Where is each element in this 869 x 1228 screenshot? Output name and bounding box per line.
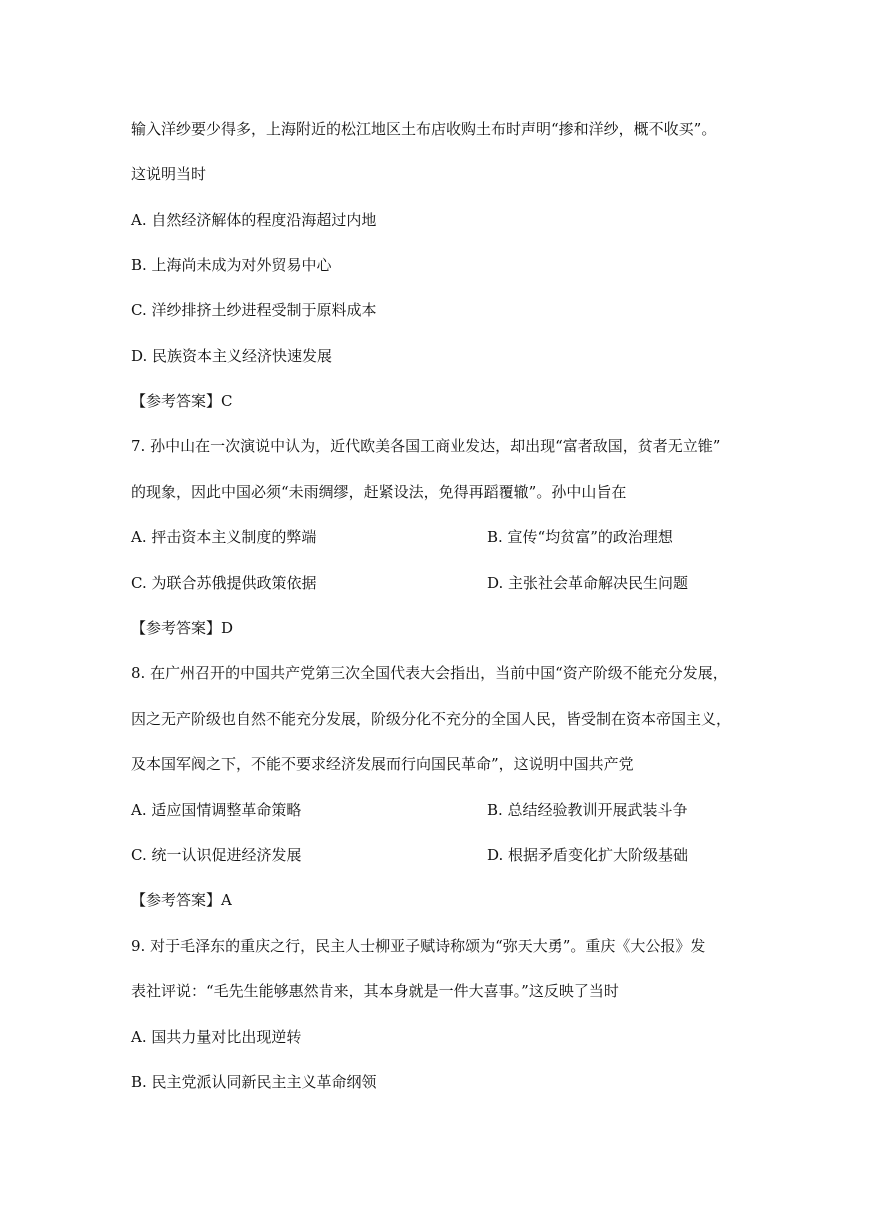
question-9-option-a: A. 国共力量对比出现逆转 bbox=[131, 1028, 302, 1046]
question-9-option-b: B. 民主党派认同新民主主义革命纲领 bbox=[131, 1073, 377, 1091]
question-7-line-1: 7. 孙中山在一次演说中认为，近代欧美各国工商业发达，却出现“富者敌国，贫者无立锥” bbox=[131, 437, 721, 455]
question-7-line-2: 的现象，因此中国必须“未雨绸缪，赶紧设法，免得再蹈覆辙”。孙中山旨在 bbox=[131, 483, 627, 501]
question-6-option-b: B. 上海尚未成为对外贸易中心 bbox=[131, 256, 332, 274]
question-6-option-a: A. 自然经济解体的程度沿海超过内地 bbox=[131, 211, 377, 229]
question-8-option-d: D. 根据矛盾变化扩大阶级基础 bbox=[487, 846, 689, 864]
question-6-option-d: D. 民族资本主义经济快速发展 bbox=[131, 347, 333, 365]
question-7-answer: 【参考答案】D bbox=[131, 619, 234, 637]
question-7-option-c: C. 为联合苏俄提供政策依据 bbox=[131, 574, 317, 592]
question-8-answer: 【参考答案】A bbox=[131, 891, 232, 909]
question-7-option-d: D. 主张社会革命解决民生问题 bbox=[487, 574, 689, 592]
question-8-line-3: 及本国军阀之下，不能不要求经济发展而行向国民革命”，这说明中国共产党 bbox=[131, 755, 634, 773]
question-8-option-a: A. 适应国情调整革命策略 bbox=[131, 801, 302, 819]
question-8-line-1: 8. 在广州召开的中国共产党第三次全国代表大会指出，当前中国“资产阶级不能充分发展， bbox=[131, 664, 728, 682]
question-7-option-a: A. 抨击资本主义制度的弊端 bbox=[131, 528, 317, 546]
question-8-option-c: C. 统一认识促进经济发展 bbox=[131, 846, 302, 864]
question-6-option-c: C. 洋纱排挤土纱进程受制于原料成本 bbox=[131, 301, 377, 319]
question-8-option-b: B. 总结经验教训开展武装斗争 bbox=[487, 801, 688, 819]
question-6-answer: 【参考答案】C bbox=[131, 392, 233, 410]
question-9-line-2: 表社评说：“毛先生能够惠然肯来，其本身就是一件大喜事。”这反映了当时 bbox=[131, 982, 619, 1000]
question-6-line-1: 输入洋纱要少得多，上海附近的松江地区土布店收购土布时声明“掺和洋纱，概不收买”。 bbox=[131, 120, 717, 138]
question-9-line-1: 9. 对于毛泽东的重庆之行，民主人士柳亚子赋诗称颂为“弥天大勇”。重庆《大公报》发 bbox=[131, 937, 706, 955]
question-7-option-b: B. 宣传“均贫富”的政治理想 bbox=[487, 528, 673, 546]
question-8-line-2: 因之无产阶级也自然不能充分发展，阶级分化不充分的全国人民，皆受制在资本帝国主义， bbox=[131, 710, 732, 728]
question-6-line-2: 这说明当时 bbox=[131, 165, 207, 183]
